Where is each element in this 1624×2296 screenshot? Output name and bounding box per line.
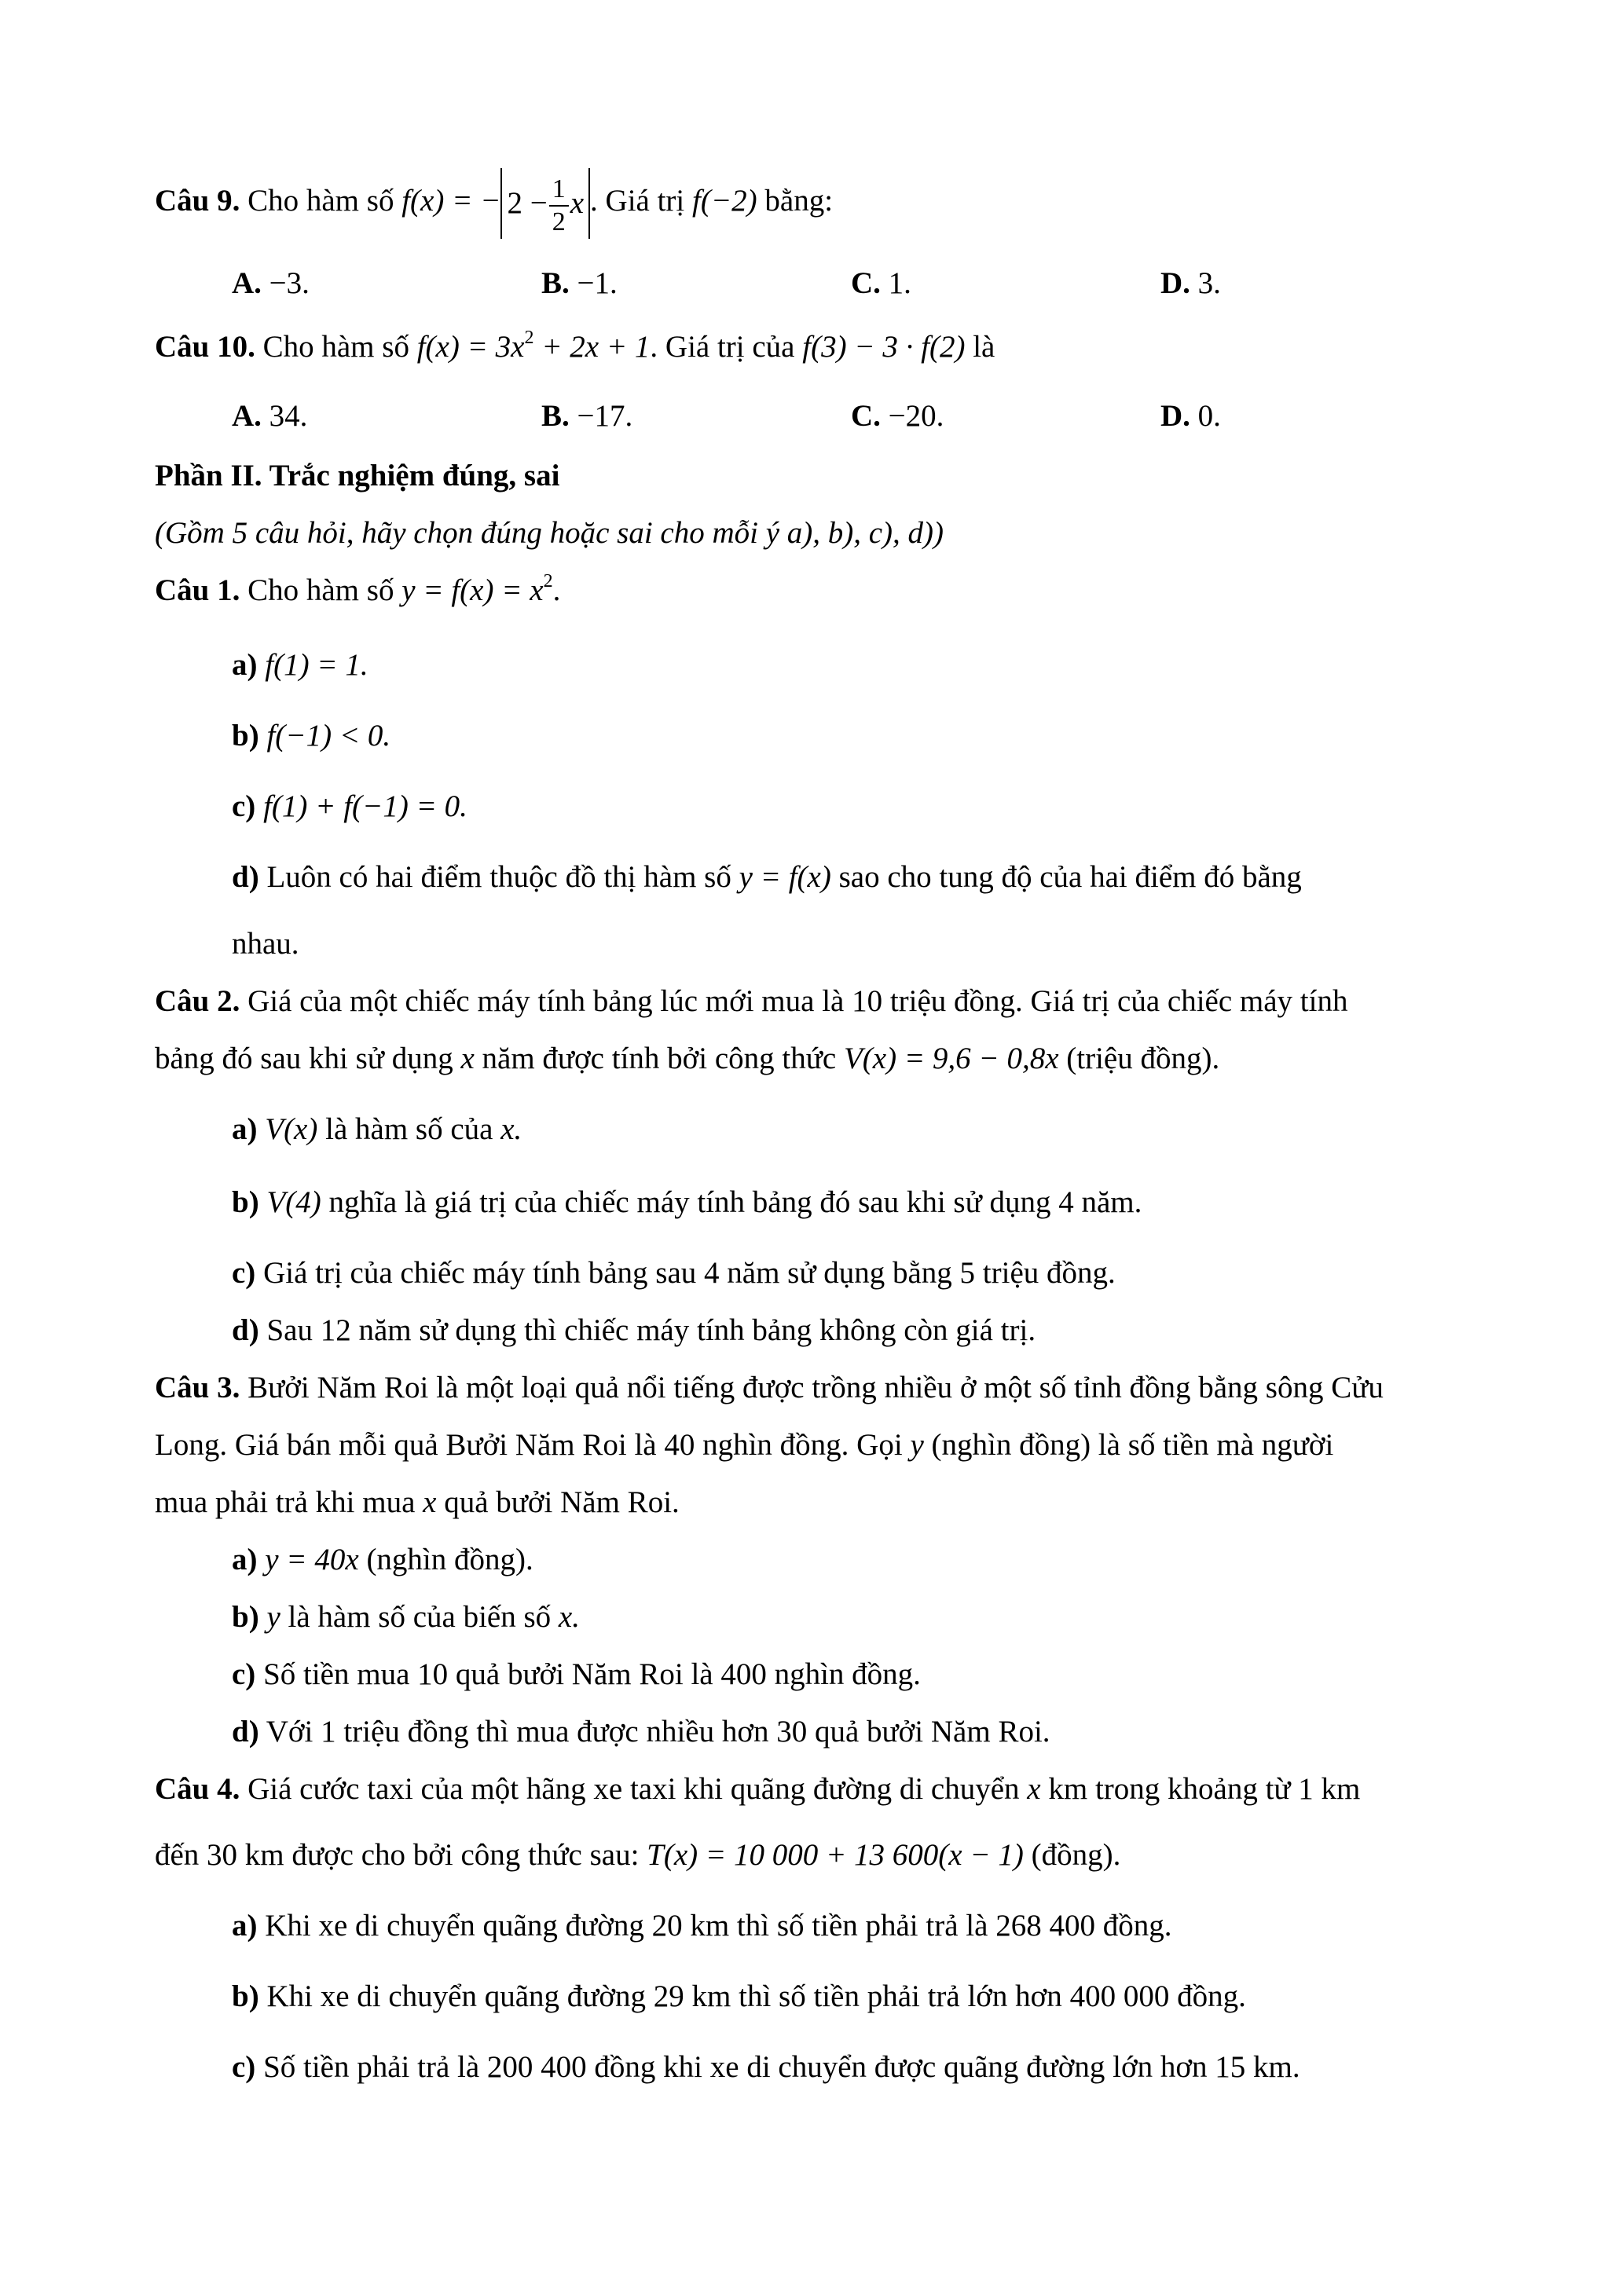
option-text: 3.: [1197, 266, 1221, 300]
c1-item-d: [232, 859, 1302, 896]
item-text: đồng.: [1177, 1979, 1246, 2013]
option-text: 1.: [888, 266, 911, 300]
option-text: −20.: [888, 399, 944, 433]
c4-item-c: [232, 2049, 1300, 2086]
option-key: D.: [1160, 266, 1190, 300]
q9-option-c: [851, 265, 911, 302]
c1-item-a: [232, 646, 368, 684]
c4-label: Câu 4.: [155, 1772, 240, 1806]
option-key: C.: [851, 266, 881, 300]
q10-text-post: là: [973, 330, 995, 364]
text: Giá cước taxi của một hãng xe taxi khi quãng đường di chuyển: [247, 1772, 1020, 1806]
q10-exp: 2: [524, 328, 534, 348]
q10-option-c: [851, 397, 944, 435]
text: mua phải trả khi mua: [155, 1485, 416, 1519]
c1-f: y = f(x) = x: [401, 573, 544, 607]
q10-option-d: [1160, 397, 1221, 435]
c2-line1-text: Giá của một chiếc máy tính bảng lúc mới mua là 10 triệu đồng. Giá trị của chiếc máy tính: [247, 984, 1348, 1018]
option-text: 0.: [1197, 399, 1221, 433]
item-math: f(1) + f(−1) = 0.: [263, 789, 467, 823]
item-key: d): [232, 1313, 259, 1347]
item-math: f(−1) < 0.: [266, 719, 391, 753]
q10-text-mid: . Giá trị của: [650, 330, 795, 364]
c3-line3: [155, 1484, 680, 1522]
q9-abs-a: 2 −: [507, 186, 548, 221]
q10-expr: f(3) − 3 · f(2): [802, 330, 966, 364]
q9-frac-den: 2: [549, 205, 569, 238]
item-key: a): [232, 1543, 258, 1576]
item-key: b): [232, 1979, 259, 2013]
item-math: y: [266, 1600, 280, 1634]
math: x: [460, 1042, 475, 1075]
math: T(x) = 10 000 + 13 600(x − 1): [647, 1838, 1024, 1872]
q9-option-d: [1160, 265, 1221, 302]
c2-item-b: [232, 1184, 1142, 1221]
option-text: −17.: [577, 399, 633, 433]
item-text: Khi xe di chuyển quãng đường 29 km thì số tiền phải trả lớn hơn: [266, 1979, 1062, 2013]
item-text: Sau 12 năm sử dụng thì chiếc máy tính bảng không còn giá trị.: [266, 1313, 1036, 1347]
c3-label: Câu 3.: [155, 1371, 240, 1404]
option-text: 34.: [269, 399, 308, 433]
text: Long. Giá bán mỗi quả Bưởi Năm Roi là 40 nghìn đồng. Gọi: [155, 1428, 903, 1462]
item-text: Với 1 triệu đồng thì mua được nhiều hơn 30 quả bưởi Năm Roi.: [266, 1715, 1050, 1749]
item-key: c): [232, 2050, 256, 2084]
item-math: f(1) = 1.: [265, 648, 368, 682]
math: V(x) = 9,6 − 0,8x: [843, 1042, 1059, 1075]
item-text: Luôn có hai điểm thuộc đồ thị hàm số: [266, 860, 731, 894]
item-key: d): [232, 1715, 259, 1749]
c3-item-a: [232, 1541, 533, 1579]
q9-abs-b: x: [570, 186, 585, 221]
c3-line1: [155, 1369, 1384, 1407]
option-text: −3.: [269, 266, 310, 300]
item-text: (nghìn đồng).: [366, 1543, 533, 1576]
item-value: 200 400: [486, 2050, 587, 2084]
item-value: 268 400: [995, 1909, 1095, 1943]
item-key: c): [232, 789, 256, 823]
c3-line2: [155, 1426, 1333, 1464]
item-key: c): [232, 1256, 256, 1290]
text: (triệu đồng).: [1066, 1042, 1220, 1075]
option-key: D.: [1160, 399, 1190, 433]
q10-option-a: [232, 397, 307, 435]
item-text: Số tiền mua 10 quả bưởi Năm Roi là 400 nghìn đồng.: [263, 1657, 921, 1691]
text: (nghìn đồng) là số tiền mà người: [931, 1428, 1334, 1462]
c3-item-b: [232, 1598, 580, 1636]
item-key: a): [232, 1909, 258, 1943]
q9-f-val: f(−2): [692, 184, 757, 218]
item-text: là hàm số của biến số: [288, 1600, 552, 1634]
c1-stem: [155, 572, 560, 610]
c4-line2: [155, 1836, 1120, 1874]
item-key: d): [232, 860, 259, 894]
option-key: B.: [541, 399, 570, 433]
item-text: Số tiền phải trả là: [263, 2050, 480, 2084]
item-text: là hàm số của: [325, 1112, 493, 1146]
c4-item-a: [232, 1907, 1171, 1945]
part2-subtitle: (Gồm 5 câu hỏi, hãy chọn đúng hoặc sai cho mỗi ý a), b), c), d)): [155, 516, 944, 550]
q10-f-rhs: + 2x + 1: [533, 330, 651, 364]
q10-label: Câu 10.: [155, 330, 255, 364]
c2-line2: [155, 1040, 1219, 1078]
q10-stem: [155, 328, 995, 366]
option-key: A.: [232, 399, 262, 433]
option-key: A.: [232, 266, 262, 300]
part2-title: Phần II. Trắc nghiệm đúng, sai: [155, 459, 560, 493]
item-key: b): [232, 1185, 259, 1219]
math: x: [1027, 1772, 1041, 1806]
item-math: V(4): [266, 1185, 321, 1219]
item-key: b): [232, 719, 259, 753]
q9-text-mid: . Giá trị: [590, 184, 685, 218]
c1-label: Câu 1.: [155, 573, 240, 607]
q9-fraction: [549, 174, 569, 238]
text: (đồng).: [1031, 1838, 1121, 1872]
option-text: −1.: [577, 266, 618, 300]
math: x: [423, 1485, 437, 1519]
item-text: Giá trị của chiếc máy tính bảng sau 4 năm sử dụng bằng 5 triệu đồng.: [263, 1256, 1116, 1290]
text: đến 30 km được cho bởi công thức sau:: [155, 1838, 640, 1872]
item-text: Khi xe di chuyển quãng đường 20 km thì số tiền phải trả là: [265, 1909, 988, 1943]
item-math: x.: [558, 1600, 580, 1634]
c1-item-d-cont: nhau.: [232, 927, 299, 961]
q9-frac-num: 1: [552, 174, 566, 204]
c2-label: Câu 2.: [155, 984, 240, 1018]
text: Bưởi Năm Roi là một loại quả nổi tiếng được trồng nhiều ở một số tỉnh đồng bằng sông Cửu: [247, 1371, 1384, 1404]
item-text: đồng khi xe di chuyển được quãng đường lớn hơn 15 km.: [594, 2050, 1300, 2084]
q9-f-lhs: f(x) = −: [401, 184, 501, 218]
q10-f-lhs: f(x) = 3x: [416, 330, 525, 364]
text: năm được tính bởi công thức: [482, 1042, 837, 1075]
q10-option-b: [541, 397, 632, 435]
c2-item-d: [232, 1312, 1036, 1349]
c3-item-c: [232, 1656, 921, 1694]
c4-item-b: [232, 1978, 1246, 2016]
c1-dot: .: [552, 573, 561, 607]
c1-exp: 2: [543, 571, 553, 591]
c1-item-c: [232, 788, 467, 826]
q9-stem: [155, 166, 833, 239]
item-key: c): [232, 1657, 256, 1691]
c2-item-a: [232, 1111, 522, 1148]
c1-item-b: [232, 717, 390, 755]
q9-text-post: bằng:: [764, 184, 834, 218]
c3-item-d: [232, 1713, 1050, 1751]
option-key: B.: [541, 266, 570, 300]
item-value: 400 000: [1069, 1979, 1170, 2013]
item-key: a): [232, 648, 258, 682]
item-math: V(x): [265, 1112, 318, 1146]
option-key: C.: [851, 399, 881, 433]
q10-text-pre: Cho hàm số: [262, 330, 409, 364]
c4-line1: [155, 1771, 1360, 1808]
item-math: x.: [500, 1112, 522, 1146]
text: bảng đó sau khi sử dụng: [155, 1042, 453, 1075]
item-math: y = 40x: [265, 1543, 359, 1576]
q9-label: Câu 9.: [155, 184, 240, 218]
math: y: [910, 1428, 924, 1462]
item-text: sao cho tung độ của hai điểm đó bằng: [838, 860, 1302, 894]
item-text: nghĩa là giá trị của chiếc máy tính bảng đó sau khi sử dụng 4 năm.: [328, 1185, 1142, 1219]
item-key: b): [232, 1600, 259, 1634]
item-math: y = f(x): [739, 860, 831, 894]
item-key: a): [232, 1112, 258, 1146]
q9-option-b: [541, 265, 618, 302]
text: quả bưởi Năm Roi.: [444, 1485, 680, 1519]
c2-item-c: [232, 1254, 1116, 1292]
q9-option-a: [232, 265, 310, 302]
q9-text-pre: Cho hàm số: [247, 184, 394, 218]
item-text: đồng.: [1102, 1909, 1172, 1943]
c1-text-pre: Cho hàm số: [247, 573, 394, 607]
text: km trong khoảng từ 1 km: [1048, 1772, 1361, 1806]
c2-line1: [155, 983, 1347, 1020]
q9-abs: [500, 168, 590, 239]
